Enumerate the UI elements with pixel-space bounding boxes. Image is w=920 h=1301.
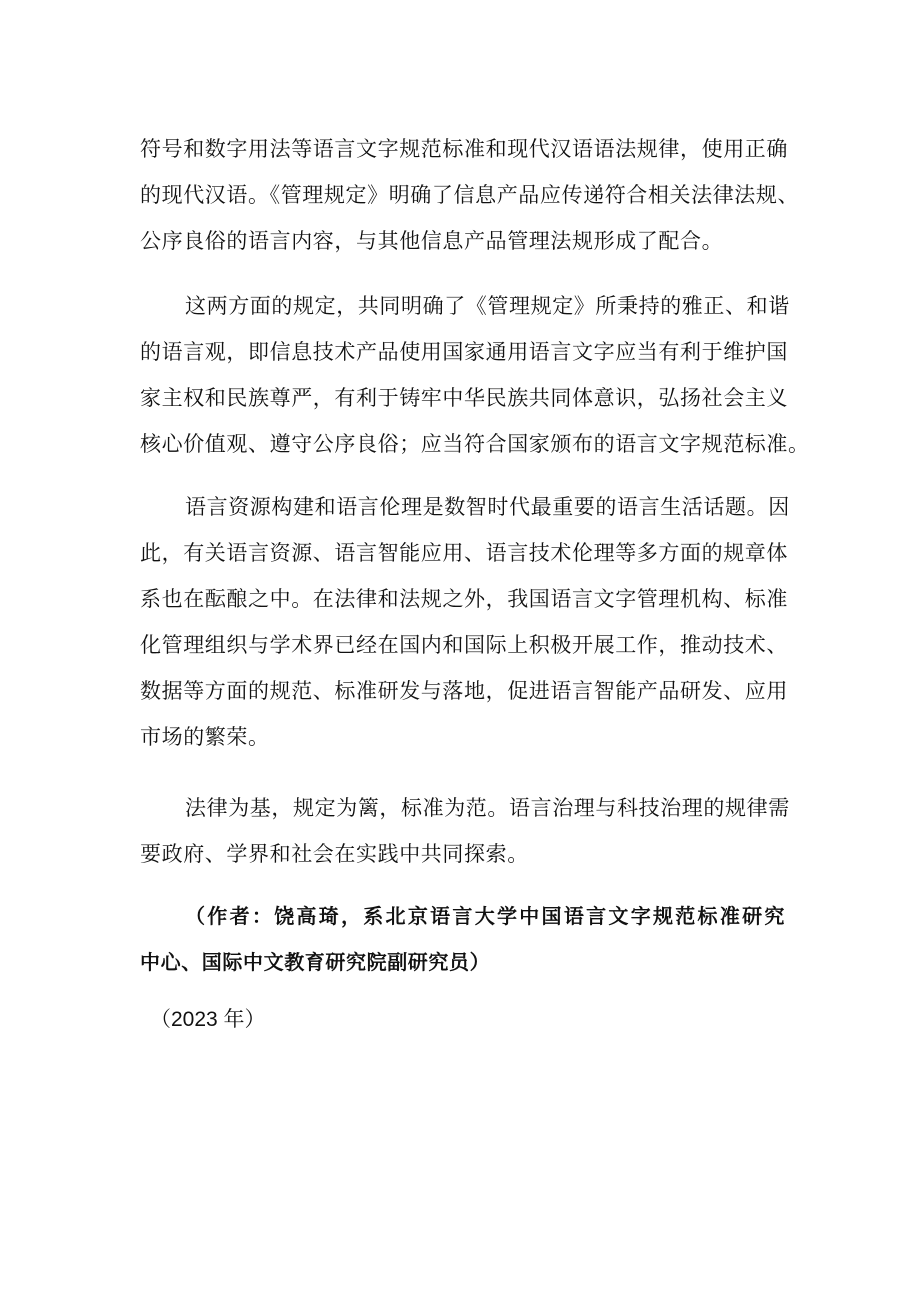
paragraph-4 — [140, 792, 790, 870]
paragraph-3-line-6: 市场的繁荣。 — [140, 725, 270, 749]
paragraph-1 — [140, 133, 800, 257]
paragraph-2-line-4: 核心价值观、遵守公序良俗；应当符合国家颁布的语言文字规范标准。 — [140, 432, 810, 456]
year-label: （2023 年） — [150, 1008, 266, 1031]
author-note-line-2: 中心、国际中文教育研究院副研究员） — [140, 950, 491, 974]
paragraph-3-line-4: 化管理组织与学术界已经在国内和国际上积极开展工作，推动技术、 — [140, 633, 788, 657]
author-note — [140, 900, 785, 978]
paragraph-2-line-3: 家主权和民族尊严，有利于铸牢中华民族共同体意识，弘扬社会主义 — [140, 386, 788, 410]
paragraph-3-line-1: 语言资源构建和语言伦理是数智时代最重要的语言生活话题。因 — [185, 495, 790, 519]
paragraph-3-line-2: 此，有关语言资源、语言智能应用、语言技术伦理等多方面的规章体 — [140, 541, 788, 565]
paragraph-1-line-3: 公序良俗的语言内容，与其他信息产品管理法规形成了配合。 — [140, 229, 724, 253]
paragraph-2-line-2: 的语言观，即信息技术产品使用国家通用语言文字应当有利于维护国 — [140, 340, 788, 364]
paragraph-2-line-1: 这两方面的规定，共同明确了《管理规定》所秉持的雅正、和谐 — [185, 294, 790, 318]
paragraph-2 — [140, 290, 810, 460]
author-note-line-1: （作者：饶高琦，系北京语言大学中国语言文字规范标准研究 — [185, 904, 785, 928]
paragraph-3-line-5: 数据等方面的规范、标准研发与落地，促进语言智能产品研发、应用 — [140, 679, 788, 703]
paragraph-1-line-1: 符号和数字用法等语言文字规范标准和现代汉语语法规律，使用正确 — [140, 137, 788, 161]
paragraph-4-line-2: 要政府、学界和社会在实践中共同探索。 — [140, 842, 529, 866]
paragraph-4-line-1: 法律为基，规定为篱，标准为范。语言治理与科技治理的规律需 — [185, 796, 790, 820]
paragraph-3-line-3: 系也在酝酿之中。在法律和法规之外，我国语言文字管理机构、标准 — [140, 587, 788, 611]
paragraph-1-line-2: 的现代汉语。《管理规定》明确了信息产品应传递符合相关法律法规、 — [140, 183, 800, 207]
paragraph-3 — [140, 491, 790, 753]
